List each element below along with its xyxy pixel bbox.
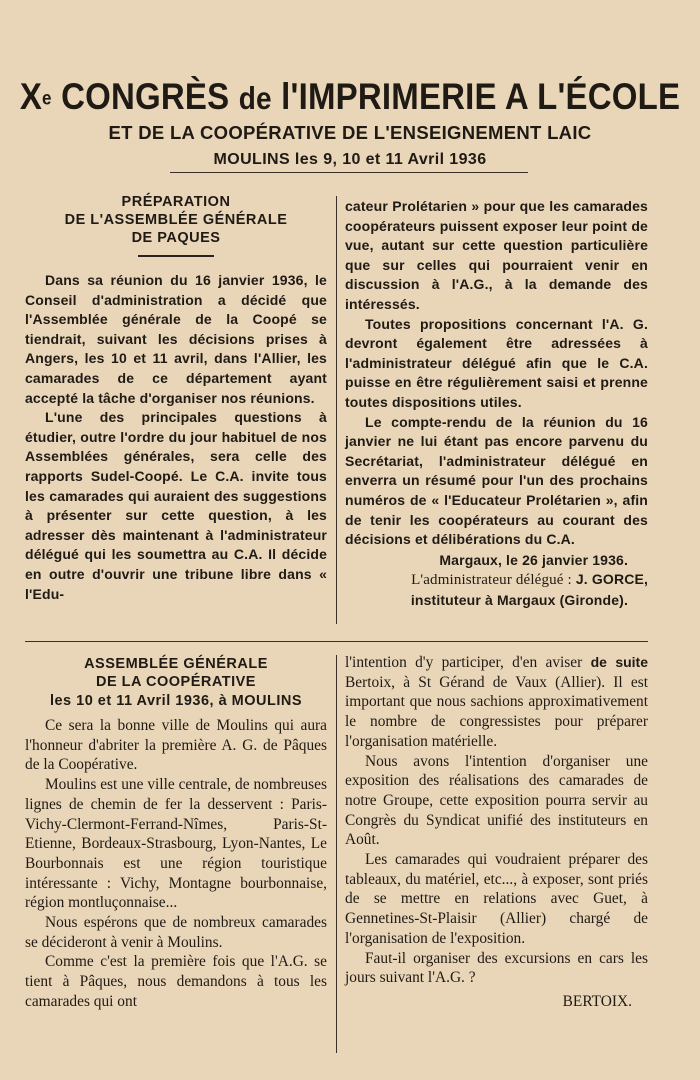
section2-lead-text-a: l'intention d'y participer, d'en aviser (345, 654, 583, 671)
section1-heading-rule (138, 255, 214, 257)
section2-heading-date: les 10 et 11 Avril 1936, à MOULINS (49, 693, 303, 709)
title-congres: CONGRÈS (61, 75, 230, 118)
section2-left-column (25, 655, 327, 1012)
section1-paragraph: L'une des principales questions à étudier, outre l'ordre du jour habituel de nos Assemblées générales, sera celle des rapports Sudel-Coopé. Le C.A. invite tous les camarades qui auraient des suggestions à présenter sur cette question, à les adresser dès maintenant à l'administrateur délégué qui les soumettra au C.A. Il décide en outre d'ouvrir une tribune libre dans « l'Edu- (25, 409, 327, 602)
section1-paragraph: Le compte-rendu de la réunion du 16 janvier ne lui étant pas encore parvenu du Secrétariat, l'administrateur délégué en enverra un résumé pour l'un des prochains numéros de « l'Educateur Prolétarien », afin de tenir les coopérateurs au courant des décisions et délibérations du C.A. (345, 413, 648, 548)
section2-lead-text-b: Bertoix, à St Gérand de Vaux (Allier). Il est important que nous sachions approximativement le nombre de congressistes pour préparer l'organisation matérielle. (345, 673, 648, 750)
congress-title (0, 76, 700, 121)
section2-paragraph: Nous espérons que de nombreux camarades se décideront à venir à Moulins. (25, 914, 327, 951)
section2-heading (25, 655, 327, 710)
signoff-date: Margaux, le 26 janvier 1936. (439, 551, 628, 568)
section1-paragraph: Toutes propositions concernant l'A. G. devront également être adressées à l'administrateur délégué afin que le C.A. puisse en être régulièrement saisi et prenne toutes dispositions utiles. (345, 315, 648, 410)
section1-right-column (345, 197, 648, 611)
section2-paragraph: Les camarades qui voudraient préparer des tableaux, du matériel, etc..., à exposer, sont priés de se mettre en relations avec Guet, à Gennetines-St-Plaisir (Allier) chargé de l'organisation de l'exposition. (345, 851, 648, 947)
signoff-role-line (345, 570, 648, 591)
section2-heading-line-2: DE LA COOPÉRATIVE (96, 674, 256, 690)
signoff-role: L'administrateur délégué : (411, 572, 572, 589)
section1-left-column (25, 193, 327, 604)
section2-paragraph: Nous avons l'intention d'organiser une exposition des réalisations des camarades de notre Groupe, cette exposition pourra servir au Congrès du Syndicat unifié des instituteurs en Août. (345, 752, 648, 849)
section2-heading-line-1: ASSEMBLÉE GÉNÉRALE (84, 656, 268, 672)
title-superscript: e (42, 87, 52, 110)
section2-paragraph: Faut-il organiser des excursions en cars les jours suivant l'A.G. ? (345, 949, 648, 987)
congress-dateline: MOULINS les 9, 10 et 11 Avril 1936 (213, 151, 487, 168)
section2-right-column (345, 653, 648, 1012)
section2-lead-bold: de suite (590, 654, 648, 670)
section1-heading-line-1: PRÉPARATION (121, 194, 231, 210)
section1-heading-line-3: DE PAQUES (131, 230, 221, 246)
signoff-name: J. GORCE, (575, 571, 648, 588)
section1-heading (25, 193, 327, 247)
section2-paragraph: Comme c'est la première fois que l'A.G. se tient à Pâques, nous demandons à tous les camarades qui ont (25, 953, 327, 1010)
section-separator (25, 641, 648, 642)
section2-signature: BERTOIX. (562, 992, 632, 1010)
section2-column-divider (336, 655, 337, 1053)
section1-paragraph: cateur Prolétarien » pour que les camarades coopérateurs puissent exposer leur point de vue, autant sur cette question particulière que sur celles qui pourraient venir en discussion à l'A.G., à la demande des intéressés. (345, 198, 648, 312)
section1-column-divider (336, 196, 337, 624)
masthead (0, 75, 700, 170)
section2-paragraph: Ce sera la bonne ville de Moulins qui aura l'honneur d'abriter la première A. G. de Pâques de la Coopérative. (25, 717, 327, 774)
title-rest: l'IMPRIMERIE A L'ÉCOLE (281, 75, 681, 118)
section2-paragraph: Moulins est une ville centrale, de nombreuses lignes de chemin de fer la desservent : Paris-Vichy-Clermont-Ferrand-Nîmes, Paris-St-Etienne, Bordeaux-Strasbourg, Lyon-Nantes, Le Bourbonnais est une région touristique intéressante : Vichy, Montagne bourbonnaise, région montluçonnaise... (25, 776, 327, 912)
section1-heading-line-2: DE L'ASSEMBLÉE GÉNÉRALE (64, 212, 288, 228)
title-roman-numeral: X (19, 75, 43, 118)
congress-subtitle: ET DE LA COOPÉRATIVE DE L'ENSEIGNEMENT LAIC (108, 122, 592, 143)
signoff-title: instituteur à Margaux (Gironde). (410, 591, 628, 608)
section2-lead-paragraph (345, 653, 648, 752)
masthead-rule (170, 172, 528, 173)
section1-paragraph: Dans sa réunion du 16 janvier 1936, le Conseil d'administration a décidé que l'Assemblée générale de la Coopé se tiendrait, suivant les décisions prises à Angers, les 10 et 11 avril, dans l'Allier, les camarades de ce département ayant accepté la tâche d'organiser nos réunions. (25, 272, 327, 406)
title-de: de (238, 81, 272, 116)
